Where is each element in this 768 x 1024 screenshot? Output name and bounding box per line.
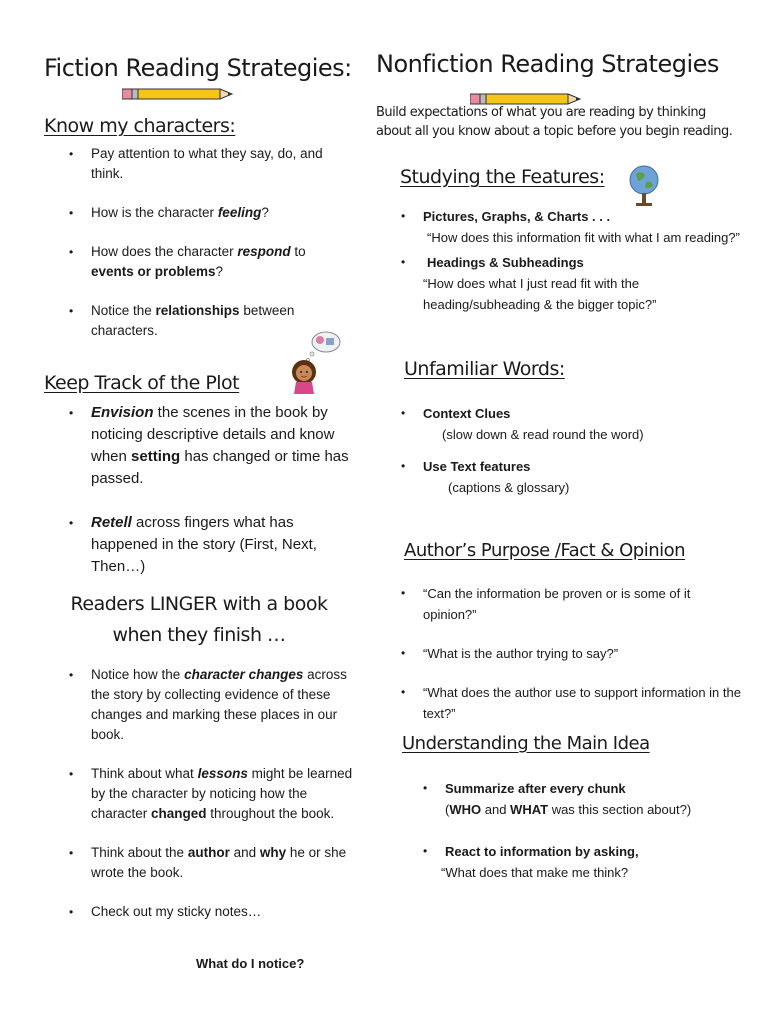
list-item: • “What is the author trying to say?”: [376, 643, 746, 664]
purpose-list: [376, 583, 746, 724]
list-item: • Check out my sticky notes…: [46, 902, 358, 922]
know-characters-heading: Know my characters:: [44, 115, 236, 137]
nonfiction-title: Nonfiction Reading Strategies: [376, 50, 719, 78]
list-item: • How is the character feeling?: [46, 203, 346, 223]
girl-thinking-icon: [286, 330, 342, 394]
list-item: • Notice the relationships between characters.: [46, 301, 346, 341]
keep-track-plot-heading: Keep Track of the Plot: [44, 372, 240, 394]
list-item: • Notice how the character changes across the story by collecting evidence of these changes and marking these places in our book.: [46, 665, 358, 745]
list-item: • Headings & Subheadings “How does what I just read fit with the heading/subheading & the bigger topic?”: [376, 252, 746, 315]
list-item: • Summarize after every chunk (WHO and WHAT was this section about?): [398, 778, 738, 820]
studying-features-heading: Studying the Features:: [400, 166, 605, 188]
nonfiction-intro: Build expectations of what you are reading by thinking about all you know about a topic before you begin reading.: [376, 105, 733, 139]
what-do-i-notice: What do I notice?: [196, 956, 305, 971]
main-idea-heading: Understanding the Main Idea: [402, 733, 650, 754]
know-characters-list: [46, 144, 346, 341]
linger-heading: Readers LINGER with a book when they finish …: [70, 593, 328, 646]
unfamiliar-words-heading: Unfamiliar Words:: [404, 358, 565, 380]
features-list: [376, 206, 746, 315]
pencil-icon: [122, 88, 236, 100]
main-idea-list: [398, 778, 738, 883]
list-item: • “Can the information be proven or is some of it opinion?”: [376, 583, 746, 625]
fiction-title: Fiction Reading Strategies:: [44, 54, 352, 82]
list-item: • Pictures, Graphs, & Charts . . . “How does this information fit with what I am reading?”: [376, 206, 746, 248]
globe-tree-icon: [627, 164, 661, 208]
words-list: [376, 403, 746, 498]
list-item: • Context Clues (slow down & read round the word): [376, 403, 746, 445]
list-item: • Use Text features (captions & glossary): [376, 456, 746, 498]
plot-list: [46, 402, 356, 578]
list-item: • Retell across fingers what has happened in the story (First, Next, Then…): [46, 512, 356, 578]
list-item: • Envision the scenes in the book by noticing descriptive details and know when setting has changed or time has passed.: [46, 402, 356, 490]
list-item: • How does the character respond to events or problems?: [46, 242, 346, 282]
linger-list: [46, 665, 358, 922]
list-item: • React to information by asking, “What does that make me think?: [398, 841, 738, 883]
list-item: • Pay attention to what they say, do, and think.: [46, 144, 346, 184]
list-item: • “What does the author use to support information in the text?”: [376, 682, 746, 724]
list-item: • Think about what lessons might be learned by the character by noticing how the character changed throughout the book.: [46, 764, 358, 824]
authors-purpose-heading: Author’s Purpose /Fact & Opinion: [404, 540, 686, 561]
list-item: • Think about the author and why he or she wrote the book.: [46, 843, 358, 883]
